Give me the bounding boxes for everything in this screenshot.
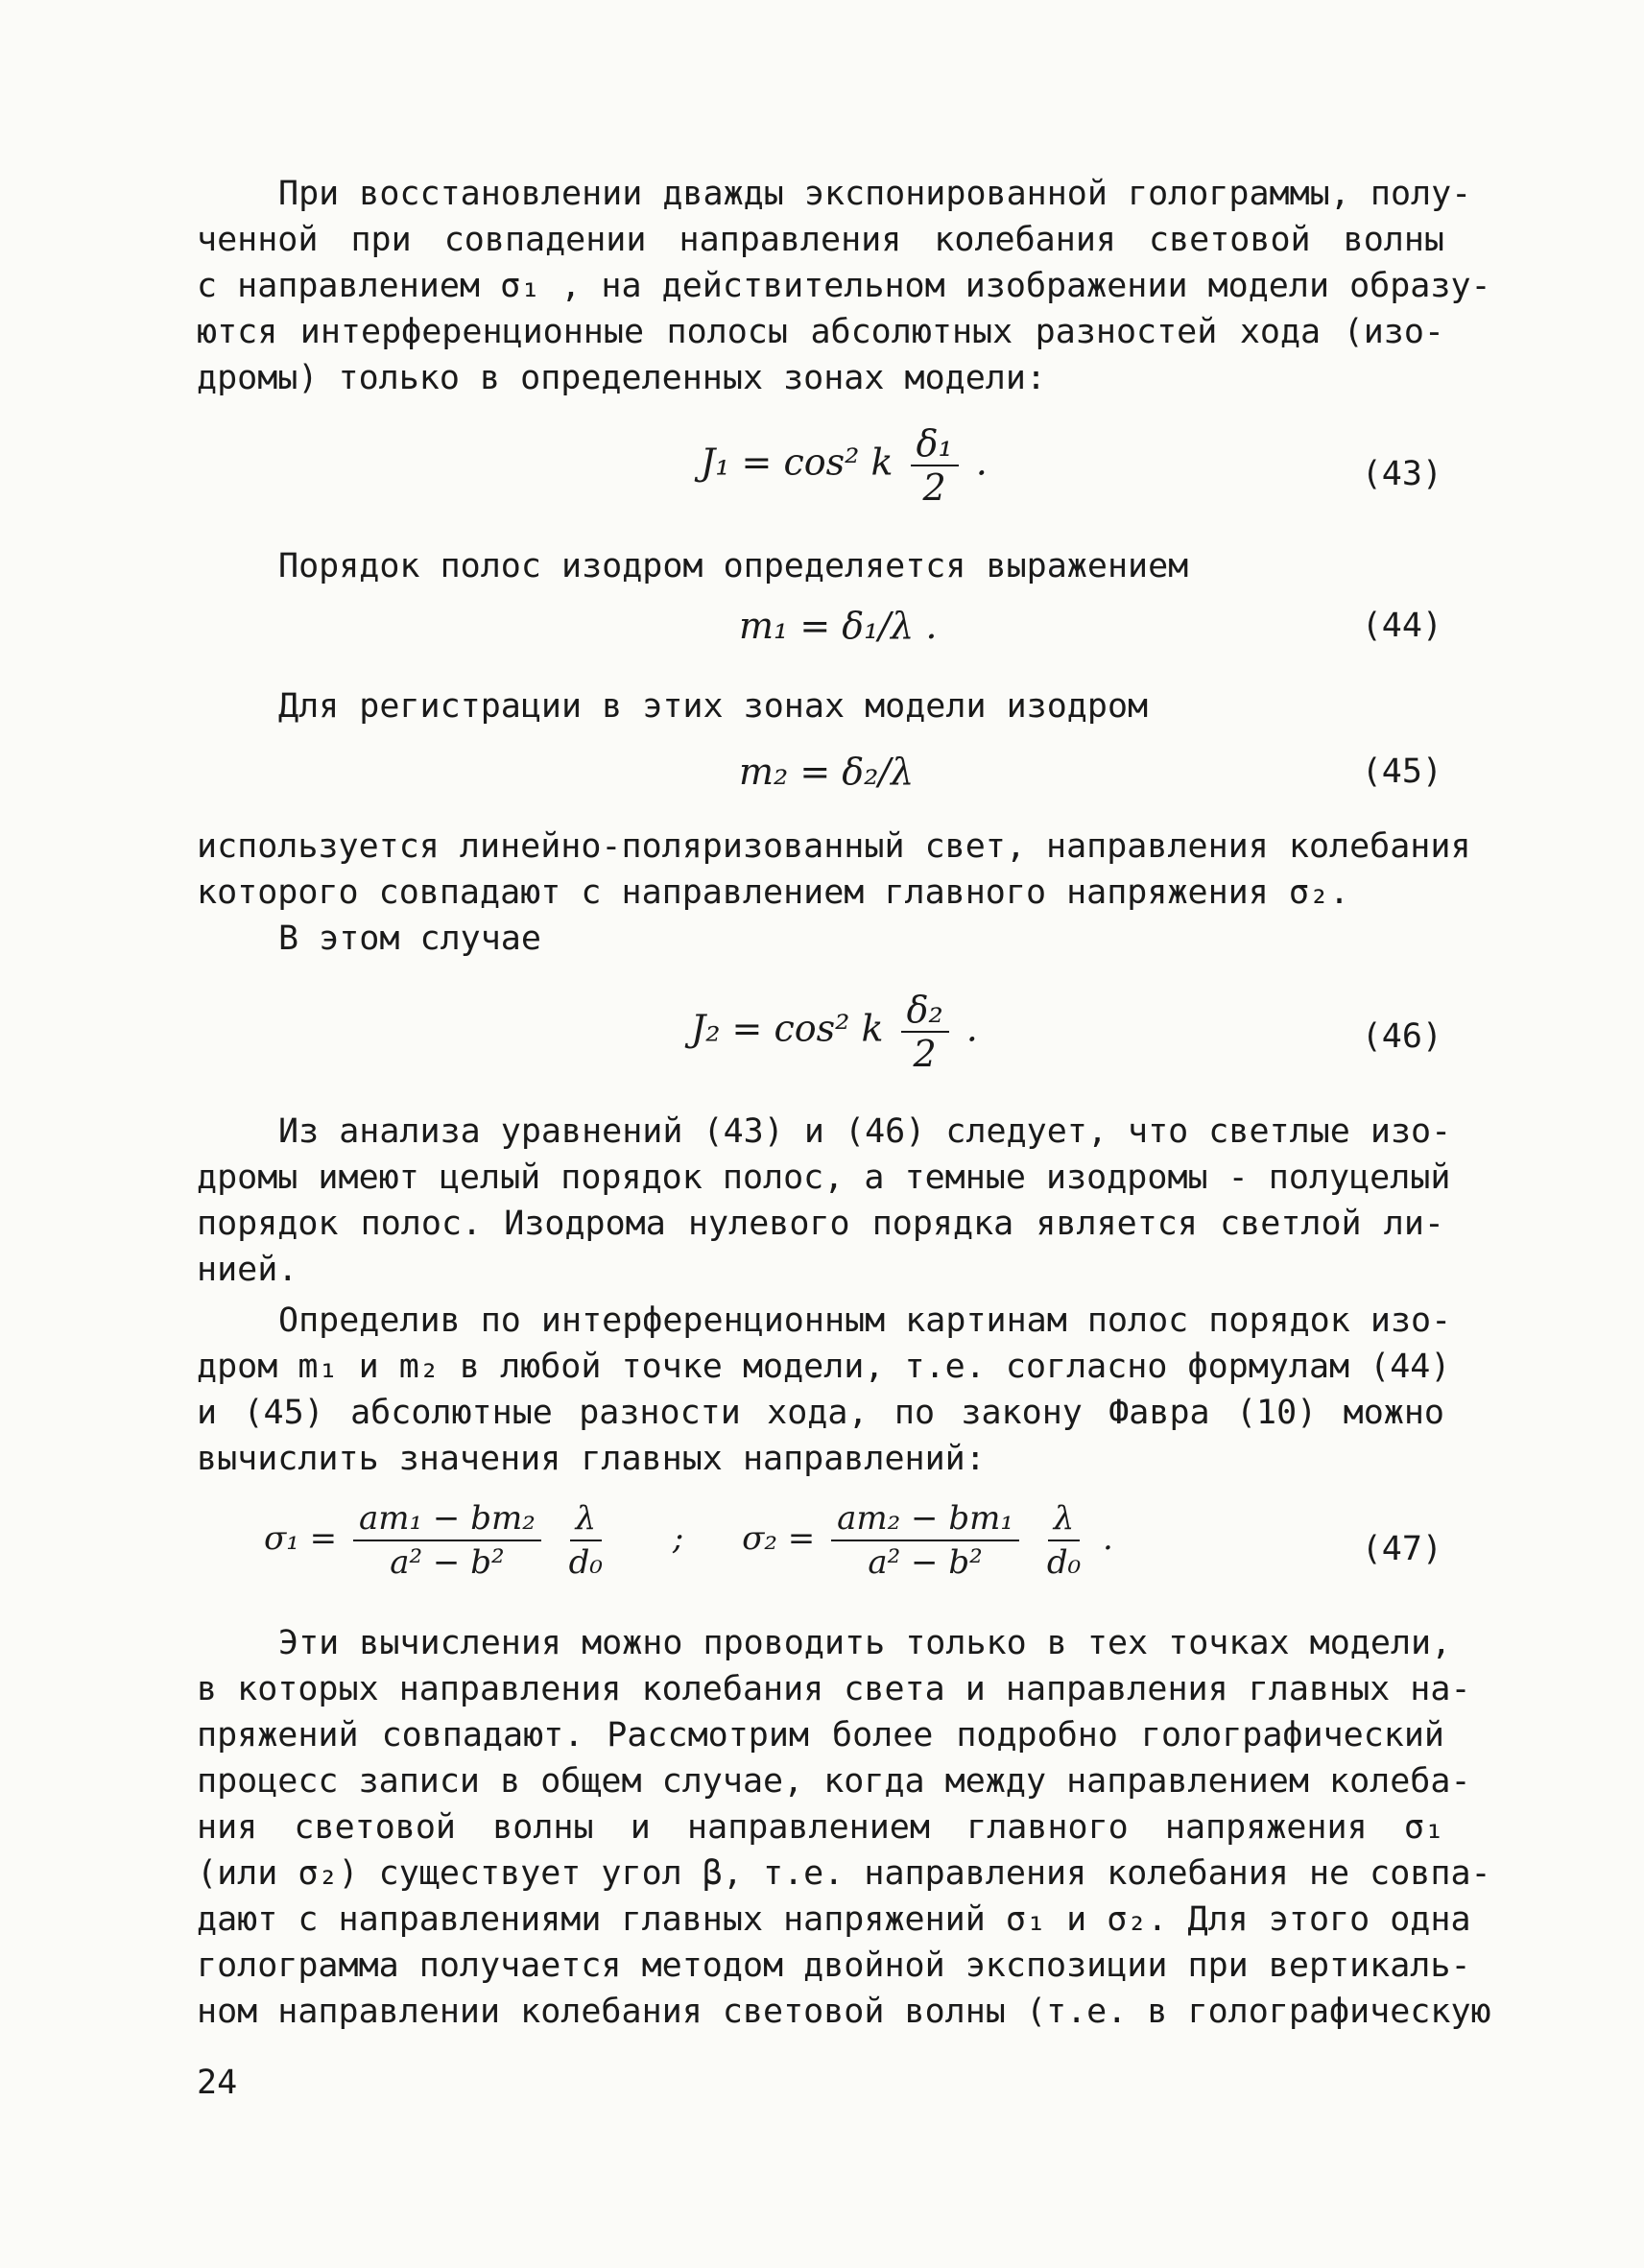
denominator: a² − b²	[390, 1543, 505, 1582]
fraction	[911, 422, 959, 509]
text-line: порядок полос. Изодрома нулевого порядка является светлой ли-	[197, 1205, 1444, 1243]
text-line: Определив по интерференционным картинам полос порядок изо-	[278, 1301, 1452, 1340]
equation-lhs: σ₁ =	[264, 1519, 338, 1558]
text-line: которого совпадают с направлением главного напряжения σ₂.	[197, 873, 1350, 912]
equation-tail: .	[1103, 1519, 1113, 1558]
denominator: 2	[922, 466, 946, 509]
text-line: дром m₁ и m₂ в любой точке модели, т.е. согласно формулам (44)	[197, 1348, 1451, 1386]
denominator: d₀	[1046, 1543, 1082, 1582]
text-line: (или σ₂) существует угол β, т.е. направления колебания не совпа-	[197, 1854, 1491, 1893]
equation-46	[691, 989, 978, 1075]
denominator: a² − b²	[868, 1543, 983, 1582]
equation-45: m₂ = δ₂/λ	[739, 751, 915, 793]
equation-number: (44)	[1361, 607, 1442, 645]
equation-number: (43)	[1361, 455, 1442, 493]
text-line: используется линейно-поляризованный свет, направления колебания	[197, 827, 1471, 866]
text-line: При восстановлении дважды экспонированной голограммы, полу-	[278, 175, 1472, 213]
text-line: Для регистрации в этих зонах модели изодром	[278, 687, 1149, 726]
text-line: вычислить значения главных направлений:	[197, 1440, 986, 1478]
fraction	[1041, 1497, 1086, 1584]
numerator: am₁ − bm₂	[353, 1497, 541, 1541]
text-line: пряжений совпадают. Рассмотрим более подробно голографический	[197, 1716, 1444, 1755]
text-line: дромы) только в определенных зонах модели:	[197, 359, 1047, 397]
text-line: нией.	[197, 1251, 298, 1289]
equation-lhs: J₁ = cos² k	[701, 441, 893, 484]
numerator: am₂ − bm₁	[831, 1497, 1019, 1541]
text-line: дают с направлениями главных напряжений σ₁ и σ₂. Для этого одна	[197, 1900, 1471, 1939]
separator: ;	[672, 1519, 684, 1558]
equation-number: (45)	[1361, 752, 1442, 791]
text-line: в которых направления колебания света и направления главных на-	[197, 1670, 1471, 1708]
numerator: λ	[1048, 1497, 1081, 1541]
numerator: λ	[570, 1497, 603, 1541]
denominator: 2	[913, 1033, 937, 1075]
equation-lhs: J₂ = cos² k	[691, 1007, 884, 1050]
equation-tail: .	[965, 1007, 978, 1050]
equation-tail: .	[975, 441, 988, 484]
text-line: дромы имеют целый порядок полос, а темные изодромы - полуцелый	[197, 1158, 1451, 1197]
text-line: процесс записи в общем случае, когда между направлением колеба-	[197, 1762, 1471, 1801]
text-line: с направлением σ₁ , на действительном изображении модели образу-	[197, 267, 1491, 305]
text-line: и (45) абсолютные разности хода, по закону Фавра (10) можно	[197, 1394, 1444, 1432]
equation-47	[264, 1497, 1113, 1584]
fraction	[831, 1497, 1019, 1584]
fraction	[353, 1497, 541, 1584]
denominator: d₀	[568, 1543, 604, 1582]
text-line: В этом случае	[278, 919, 541, 958]
page-number: 24	[197, 2064, 238, 2102]
text-line: голограмма получается методом двойной экспозиции при вертикаль-	[197, 1946, 1471, 1985]
numerator: δ₁	[911, 422, 959, 466]
text-line: ном направлении колебания световой волны (т.е. в голографическую	[197, 1993, 1491, 2031]
equation-lhs: σ₂ =	[742, 1519, 816, 1558]
numerator: δ₂	[901, 989, 949, 1033]
equation-43	[701, 422, 988, 509]
fraction	[563, 1497, 608, 1584]
equation-44: m₁ = δ₁/λ .	[739, 605, 938, 647]
fraction	[901, 989, 949, 1075]
text-line: Порядок полос изодром определяется выражением	[278, 547, 1189, 585]
equation-number: (47)	[1361, 1530, 1442, 1568]
text-line: Эти вычисления можно проводить только в тех точках модели,	[278, 1624, 1452, 1662]
text-line: ются интерференционные полосы абсолютных разностей хода (изо-	[197, 313, 1444, 351]
equation-number: (46)	[1361, 1017, 1442, 1056]
text-line: Из анализа уравнений (43) и (46) следует, что светлые изо-	[278, 1112, 1452, 1151]
text-line: ния световой волны и направлением главного напряжения σ₁	[197, 1808, 1444, 1847]
text-line: ченной при совпадении направления колебания световой волны	[197, 221, 1444, 259]
